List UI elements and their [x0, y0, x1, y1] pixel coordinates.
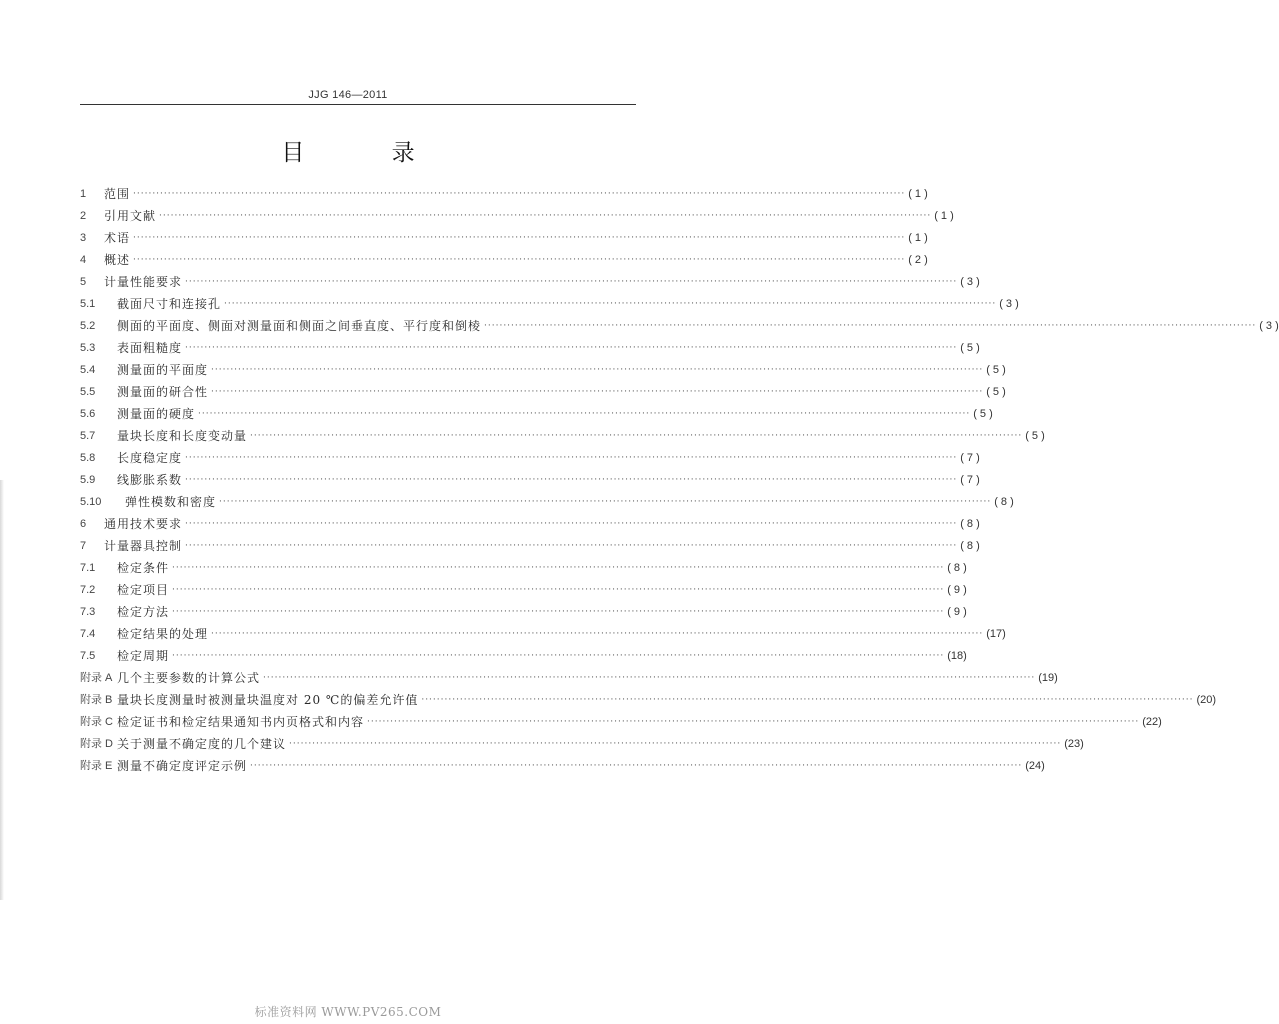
toc-entry [80, 601, 967, 623]
toc-entry [80, 755, 1045, 777]
toc-dot-leader: ········································································································································································································ [185, 475, 958, 485]
toc-entry-number: 5.6 [80, 408, 96, 420]
toc-entry [80, 183, 928, 205]
toc-entry [80, 227, 928, 249]
toc-dot-leader: ········································································································································································································ [172, 585, 945, 595]
toc-dot-leader: ········································································································································································································ [211, 365, 984, 375]
toc-entry-number: 5.4 [80, 364, 96, 376]
toc-dot-leader: ········································································································································································································ [133, 189, 906, 199]
toc-entry [80, 557, 967, 579]
toc-dot-leader: ········································································································································································································ [198, 409, 971, 419]
toc-entry-page: (20) [1196, 694, 1217, 706]
toc-entry [80, 315, 1279, 337]
toc-entry [80, 381, 1006, 403]
toc-entry-page: ( 3 ) [1259, 320, 1279, 332]
toc-entry [80, 447, 980, 469]
toc-dot-leader: ········································································································································································································ [224, 299, 997, 309]
toc-entry-number: 附录 C [80, 716, 113, 728]
toc-dot-leader: ········································································································································································································ [185, 541, 958, 551]
toc-dot-leader: ········································································································································································································ [421, 695, 1194, 705]
toc-entry [80, 711, 1162, 733]
toc-entry-page: ( 8 ) [960, 518, 980, 530]
toc-entry-number: 7.4 [80, 628, 96, 640]
toc-entry-page: (19) [1038, 672, 1058, 684]
toc-entry-number: 6 [80, 518, 87, 530]
toc-entry-page: (18) [947, 650, 967, 662]
toc-entry-title: 表面粗糙度 [117, 341, 183, 355]
toc-dot-leader: ········································································································································································································ [211, 387, 984, 397]
toc-dot-leader: ········································································································································································································ [484, 321, 1257, 331]
toc-entry-page: (24) [1025, 760, 1045, 772]
toc-dot-leader: ········································································································································································································ [263, 673, 1036, 683]
toc-entry-title: 范围 [104, 187, 131, 201]
toc-entry-page: (23) [1064, 738, 1084, 750]
toc-entry-page: ( 8 ) [947, 562, 967, 574]
toc-entry [80, 271, 980, 293]
toc-entry-title: 几个主要参数的计算公式 [117, 671, 261, 685]
toc-entry-title: 截面尺寸和连接孔 [117, 297, 222, 311]
toc-entry-page: ( 5 ) [960, 342, 980, 354]
toc-entry-title: 引用文献 [104, 209, 157, 223]
toc-entry-title: 弹性模数和密度 [125, 495, 217, 509]
toc-entry-number: 5.9 [80, 474, 96, 486]
toc-entry-number: 5.2 [80, 320, 96, 332]
toc-entry [80, 623, 1006, 645]
toc-entry-number: 5 [80, 276, 87, 288]
toc-entry-title: 通用技术要求 [104, 517, 183, 531]
toc-dot-leader: ········································································································································································································ [185, 277, 958, 287]
toc-dot-leader: ········································································································································································································ [172, 607, 945, 617]
toc-entry [80, 359, 1006, 381]
toc-entry-number: 7.1 [80, 562, 96, 574]
toc-entry [80, 491, 1014, 513]
toc-entry-page: ( 1 ) [908, 188, 928, 200]
page-title: 目 录 [281, 140, 455, 166]
watermark-footer: 标准资料网 WWW.PV265.COM [254, 1005, 442, 1019]
toc-dot-leader: ········································································································································································································ [367, 717, 1140, 727]
toc-entry-title: 检定结果的处理 [117, 627, 209, 641]
toc-entry-number: 3 [80, 232, 87, 244]
table-of-contents [80, 183, 1279, 777]
toc-entry-title: 测量面的研合性 [117, 385, 209, 399]
toc-entry [80, 689, 1217, 711]
toc-entry-title: 侧面的平面度、侧面对测量面和侧面之间垂直度、平行度和倒棱 [117, 319, 482, 333]
toc-entry-page: ( 8 ) [994, 496, 1014, 508]
toc-entry-title: 长度稳定度 [117, 451, 183, 465]
toc-dot-leader: ········································································································································································································ [250, 761, 1023, 771]
toc-dot-leader: ········································································································································································································ [211, 629, 984, 639]
toc-entry-title: 检定证书和检定结果通知书内页格式和内容 [117, 715, 365, 729]
toc-entry-page: ( 5 ) [986, 386, 1006, 398]
toc-entry-title: 量块长度测量时被测量块温度对 20 ℃的偏差允许值 [117, 693, 419, 707]
toc-entry [80, 337, 980, 359]
toc-entry-page: ( 9 ) [947, 606, 967, 618]
scan-edge-shadow [0, 480, 4, 900]
toc-entry-page: ( 1 ) [934, 210, 954, 222]
toc-entry [80, 293, 1019, 315]
header-rule [80, 104, 636, 105]
toc-entry [80, 403, 993, 425]
toc-entry-page: ( 7 ) [960, 474, 980, 486]
toc-entry-title: 术语 [104, 231, 131, 245]
toc-entry [80, 513, 980, 535]
toc-entry-title: 测量不确定度评定示例 [117, 759, 248, 773]
toc-entry-page: ( 5 ) [1025, 430, 1045, 442]
toc-entry-number: 附录 A [80, 672, 113, 684]
toc-dot-leader: ········································································································································································································ [250, 431, 1023, 441]
toc-entry-page: ( 3 ) [960, 276, 980, 288]
toc-entry-number: 5.8 [80, 452, 96, 464]
toc-entry-number: 5.5 [80, 386, 96, 398]
toc-dot-leader: ········································································································································································································ [289, 739, 1062, 749]
toc-entry [80, 205, 954, 227]
toc-entry-number: 7.2 [80, 584, 96, 596]
toc-entry-title: 计量器具控制 [104, 539, 183, 553]
toc-entry-page: (22) [1142, 716, 1162, 728]
toc-entry [80, 425, 1045, 447]
toc-entry-title: 检定周期 [117, 649, 170, 663]
toc-entry-number: 5.3 [80, 342, 96, 354]
toc-dot-leader: ········································································································································································································ [185, 519, 958, 529]
toc-entry-number: 7.3 [80, 606, 96, 618]
toc-entry-number: 7 [80, 540, 87, 552]
toc-entry-number: 5.1 [80, 298, 96, 310]
toc-entry-page: ( 2 ) [908, 254, 928, 266]
toc-entry [80, 645, 967, 667]
toc-entry-title: 量块长度和长度变动量 [117, 429, 248, 443]
toc-entry-page: ( 8 ) [960, 540, 980, 552]
toc-entry-number: 4 [80, 254, 87, 266]
toc-entry [80, 535, 980, 557]
toc-entry-number: 2 [80, 210, 87, 222]
toc-entry-number: 1 [80, 188, 87, 200]
toc-dot-leader: ········································································································································································································ [185, 343, 958, 353]
toc-entry-number: 5.7 [80, 430, 96, 442]
toc-dot-leader: ········································································································································································································ [172, 651, 945, 661]
toc-entry-page: ( 3 ) [999, 298, 1019, 310]
toc-entry-number: 5.10 [80, 496, 102, 508]
toc-entry-number: 附录 E [80, 760, 113, 772]
toc-entry-page: ( 1 ) [908, 232, 928, 244]
toc-entry-number: 附录 D [80, 738, 113, 750]
toc-dot-leader: ········································································································································································································ [159, 211, 932, 221]
toc-entry-page: ( 9 ) [947, 584, 967, 596]
toc-entry [80, 667, 1058, 689]
toc-dot-leader: ········································································································································································································ [172, 563, 945, 573]
toc-dot-leader: ········································································································································································································ [219, 497, 992, 507]
toc-entry [80, 249, 928, 271]
toc-dot-leader: ········································································································································································································ [133, 255, 906, 265]
toc-entry-title: 计量性能要求 [104, 275, 183, 289]
toc-entry-page: (17) [986, 628, 1006, 640]
toc-entry-title: 线膨胀系数 [117, 473, 183, 487]
toc-entry-page: ( 5 ) [973, 408, 993, 420]
toc-entry-number: 7.5 [80, 650, 96, 662]
toc-entry-title: 检定项目 [117, 583, 170, 597]
toc-entry-page: ( 7 ) [960, 452, 980, 464]
toc-entry-title: 关于测量不确定度的几个建议 [117, 737, 287, 751]
toc-entry-title: 测量面的硬度 [117, 407, 196, 421]
toc-entry [80, 469, 980, 491]
toc-entry-page: ( 5 ) [986, 364, 1006, 376]
toc-dot-leader: ········································································································································································································ [185, 453, 958, 463]
toc-dot-leader: ········································································································································································································ [133, 233, 906, 243]
document-code: JJG 146—2011 [308, 89, 388, 101]
toc-entry-title: 检定条件 [117, 561, 170, 575]
toc-entry [80, 733, 1084, 755]
toc-entry-title: 概述 [104, 253, 131, 267]
toc-entry [80, 579, 967, 601]
toc-entry-title: 测量面的平面度 [117, 363, 209, 377]
toc-entry-number: 附录 B [80, 694, 113, 706]
toc-entry-title: 检定方法 [117, 605, 170, 619]
